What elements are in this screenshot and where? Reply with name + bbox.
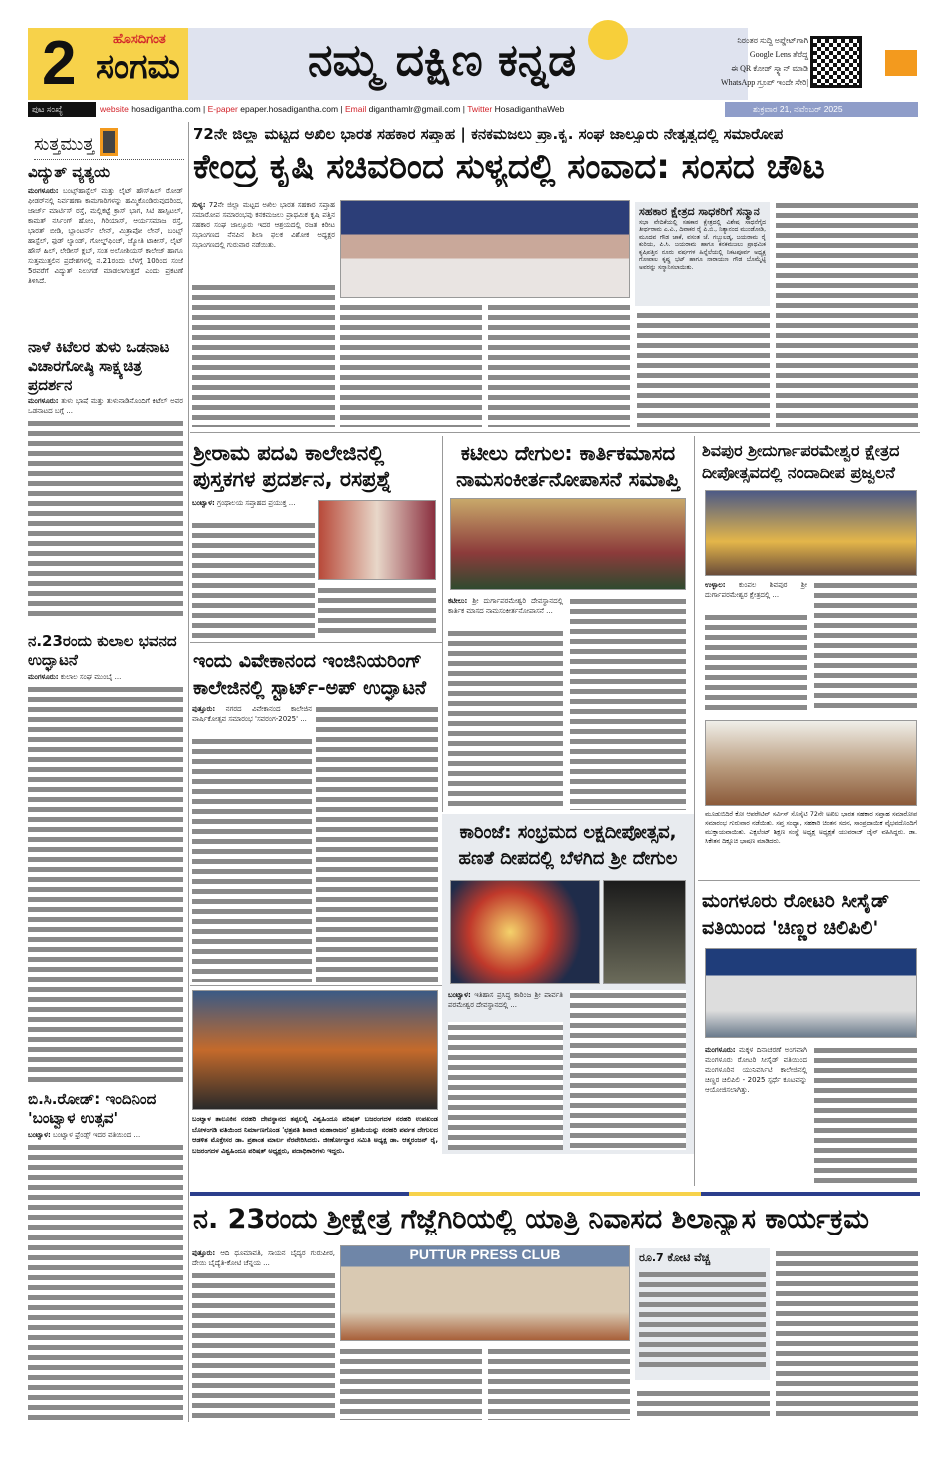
story-body bbox=[448, 990, 563, 1010]
column-title: ಸುತ್ತಮುತ್ತ bbox=[34, 134, 95, 156]
contact-links: website hosadigantha.com | E-paper epaper.hosadigantha.com | Email diganthamlr@gmail.com | Twitter HosadiganthaWeb bbox=[100, 104, 565, 114]
article-title: ನ.23ರಂದು ಕುಲಾಲ ಭವನದ ಉದ್ಘಾಟನೆ bbox=[28, 632, 177, 669]
body-text: ಬಂಟ್ವಾಳ ಫ್ರೆಂಡ್ಸ್ ಇದರ ವತಿಯಿಂದ ... bbox=[52, 1131, 141, 1139]
qr-text-line: Google Lens ತೆರೆದ್ದ bbox=[749, 50, 808, 59]
body-text: ಗ್ರಂಥಾಲಯ ಸಪ್ತಾಹದ ಪ್ರಯುಕ್ತ ... bbox=[216, 499, 296, 507]
article-body bbox=[28, 1130, 183, 1140]
issue-date: ಶುಕ್ರವಾರ 21, ನವೆಂಬರ್ 2025 bbox=[725, 102, 918, 117]
orange-block bbox=[885, 50, 917, 76]
body-text: ಶ್ರೀ ದುರ್ಗಾಪರಮೇಶ್ವರಿ ದೇವಸ್ಥಾನದಲ್ಲಿ ಕಾರ್ತಿಕ ಮಾಸದ ನಾಮಸಂಕೀರ್ತನೋಪಾಸನೆ ... bbox=[448, 597, 563, 615]
sun-decoration bbox=[588, 20, 628, 60]
story-body bbox=[705, 1045, 807, 1185]
story-headline: ಮಂಗಳೂರು ರೋಟರಿ ಸೀಸೈಡ್ ವತಿಯಿಂದ 'ಚಿಣ್ಣರ ಚಿಲಿಪಿಲಿ' bbox=[702, 890, 890, 939]
body-text-lines bbox=[192, 282, 335, 427]
dateline: ಬಂಟ್ವಾಳ: bbox=[448, 991, 471, 999]
photo-caption: ಬಂಟ್ವಾಳ ತಾಲೂಕಿನ ನರಹರಿ ದೇವಸ್ಥಾನದ ತಪ್ಪಲಲ್ಲಿ ವಿಶ್ವಹಿಂದೂ ಪರಿಷತ್ ಬಜರಂಗದಳ ನರಹರಿ ಉಪಖಂಡ ಬೋಳಂಗಡಿ ವತಿಯಿಂದ ನಿರ್ಮಾಣಗೊಂಡ 'ಛತ್ರಪತಿ ಶಿವಾಜಿ ಮಹಾರಾಜರ' ಪ್ರತಿಮೆಯನ್ನು ನರಹರಿ ಪರ್ವತ ದೇಗುಲದ ಆಡಳಿತ ಮೊಕ್ತೇಸರ ಡಾ. ಪ್ರಶಾಂತ ಮಾರ್ಲ ನೆರವೇರಿಸಿದರು. ಜೀರ್ಣೋದ್ಧಾರ ಸಮಿತಿ ಅಧ್ಯಕ್ಷ ಡಾ. ಆತ್ಮರಂಜನ್ ರೈ, ಬಜರಂಗದಳ ವಿಶ್ವಹಿಂದೂ ಪರಿಷತ್ ಅಧ್ಯಕ್ಷರು, ಪದಾಧಿಕಾರಿಗಳು ಇದ್ದರು. bbox=[192, 1115, 438, 1155]
body-text-lines bbox=[28, 418, 183, 618]
story-photo bbox=[450, 498, 686, 590]
qr-instructions bbox=[628, 34, 808, 90]
body-text: ಇತಿಹಾಸ ಪ್ರಸಿದ್ಧ ಕಾರಿಂಜ ಶ್ರೀ ಪಾರ್ವತಿ ಪರಮೇಶ್ವರ ದೇವಸ್ಥಾನದಲ್ಲಿ ... bbox=[448, 991, 564, 1009]
qr-text-line: ನಿರಂತರ ಸುದ್ದಿ ಅಪ್ಡೇಟ್‌ಗಾಗಿ bbox=[737, 36, 808, 45]
lead-kicker: 72ನೇ ಜಿಲ್ಲಾ ಮಟ್ಟದ ಅಖಿಲ ಭಾರತ ಸಹಕಾರ ಸಪ್ತಾಹ | ಕನಕಮಜಲು ಪ್ರಾ.ಕೃ. ಸಂಘ ಜಾಲ್ಸೂರು ನೇತೃತ್ವದಲ್ಲಿ ಸಮಾರೋಪ bbox=[193, 126, 784, 143]
story-photo bbox=[705, 720, 917, 806]
body-text-lines bbox=[776, 1248, 918, 1420]
lead-body bbox=[192, 200, 335, 250]
body-text-lines bbox=[570, 990, 686, 1150]
story-body bbox=[192, 498, 315, 508]
body-text-lines bbox=[488, 1346, 630, 1420]
qr-text-line: ಈ QR ಕೋಡ್ ಸ್ಕ್ಯಾನ್ ಮಾಡಿ bbox=[731, 64, 808, 73]
body-text-lines bbox=[637, 310, 770, 427]
link-label: E-paper bbox=[207, 104, 238, 114]
article-title: ವಿದ್ಯುತ್ ವ್ಯತ್ಯಯ bbox=[28, 163, 111, 181]
story-photo bbox=[705, 948, 917, 1038]
lead-headline: ಕೇಂದ್ರ ಕೃಷಿ ಸಚಿವರಿಂದ ಸುಳ್ಯದಲ್ಲಿ ಸಂವಾದ: ಸಂಸದ ಚೌಟ bbox=[193, 148, 825, 187]
story-body bbox=[705, 580, 807, 600]
article-title: ನಾಳೆ ಕಿಟೆಲರ ತುಳು ಒಡನಾಟ ವಿಚಾರಗೋಷ್ಠಿ ಸಾಕ್ಷ್ಯಚಿತ್ರ ಪ್ರದರ್ಶನ bbox=[28, 338, 170, 394]
body-text: ಬಂಟ್ಸ್‌ಹಾಸ್ಟೆಲ್ ಮತ್ತು ಲೈಟ್ ಹೌಸ್‌ಹಿಲ್ ರೋಡ್ ಫೀಡರ್‌ನಲ್ಲಿ ನಿರ್ವಹಣಾ ಕಾಮಗಾರಿಗಳನ್ನು ಹಮ್ಮಿಕೊಂಡಿರುವುದರಿಂದ, ಜಾರ್ಜ್ ಮಾರ್ಟಿಸ್ ರಸ್ತೆ, ಮಲ್ಲಿಕಟ್ಟೆ ಕ್ರಾಸ್ ಭಾಗ, ಸಿಟಿ ಹಾಸ್ಪಿಟಲ್, ಕಾಮತ್ ನರ್ಸಿಂಗ್ ಹೋಂ, ಗಿರಿಯಾಸ್, ಆರ್ಯಸಮಾಜ ರಸ್ತೆ, ಭಾರತ್ ಬೀಡಿ, ಬ್ಲಾಂಟರ್ನ್ ಲೇನ್, ಮಿತ್ರಾಪೋ ಲೇನ್, ಬಂಟ್ಸ್ ಹಾಸ್ಟೆಲ್, ಫುಡ್ ಲ್ಯಾಂಡ್, ಗೋಲ್ಡ್‌ಫಿಂಚ್, ಜ್ಯೋತಿ ಟಾಕೀಸ್, ಲೈಟ್ ಹೌಸ್ ಹಿಲ್, ಲೇಡೀಸ್ ಕ್ಲಬ್, ಸಂತ ಅಲೋಶಿಯಸ್ ಕಾಲೇಜ್ ಹಾಗೂ ಸುತ್ತಮುತ್ತಲಿನ ಪ್ರದೇಶಗಳಲ್ಲಿ ನ.21ರಂದು ಬೆಳಗ್ಗೆ 10ರಿಂದ ಸಂಜೆ 5ರವರೆಗೆ ವಿದ್ಯುತ್ ನಿಲುಗಡೆ ಮಾಡಲಾಗುತ್ತದೆ ಎಂದು ಪ್ರಕಟಣೆ ತಿಳಿಸಿದೆ. bbox=[28, 187, 183, 285]
body-text-lines bbox=[192, 736, 312, 982]
page-title: ನಮ್ಮ ದಕ್ಷಿಣ ಕನ್ನಡ bbox=[308, 35, 577, 86]
link-label: website bbox=[100, 104, 129, 114]
lead-photo bbox=[340, 200, 630, 298]
link-label: Email bbox=[345, 104, 367, 114]
body-text: ಕುಲಾಲ ಸಂಘ ಮುಂಬೈ ... bbox=[60, 673, 122, 681]
body-text: ಮಕ್ಕಳ ದಿನಾಚರಣೆ ಅಂಗವಾಗಿ ಮಂಗಳೂರು ರೋಟರಿ ಸೀಸೈಡ್ ವತಿಯಿಂದ ಮಂಗಳೂರಿನ ಯುನಿವರ್ಸಿಟಿ ಕಾಲೇಜಿನಲ್ಲಿ ಚಿಣ್ಣರ ಚಿಲಿಪಿಲಿ - 2025 ಸ್ಪರ್ಧೆ ಕೂಟವನ್ನು ಆಯೋಜಿಸಲಾಗಿತ್ತು. bbox=[705, 1046, 807, 1094]
dateline: ಪುತ್ತೂರು: bbox=[192, 705, 216, 713]
body-text-lines bbox=[340, 302, 482, 427]
twitter-link[interactable]: HosadiganthaWeb bbox=[494, 104, 565, 114]
body-text-lines bbox=[28, 684, 183, 1084]
story-body bbox=[192, 704, 312, 724]
dateline: ಸುಳ್ಯ: bbox=[192, 201, 206, 209]
story-body bbox=[448, 596, 563, 616]
lead-sidebar bbox=[635, 202, 770, 306]
body-text-lines bbox=[192, 1270, 335, 1420]
body-text-lines bbox=[28, 1142, 183, 1420]
story-headline: ಶ್ರೀರಾಮ ಪದವಿ ಕಾಲೇಜಿನಲ್ಲಿ ಪುಸ್ತಕಗಳ ಪ್ರದರ್ಶನ, ರಸಪ್ರಶ್ನೆ bbox=[193, 441, 392, 491]
email-link[interactable]: diganthamlr@gmail.com bbox=[368, 104, 461, 114]
story-photo bbox=[318, 500, 436, 580]
dateline: ಉಳ್ಳಾಲ: bbox=[705, 581, 726, 589]
story-headline: ಕಾರಿಂಜೆ: ಸಂಭ್ರಮದ ಲಕ್ಷದೀಪೋತ್ಸವ, ಹಣತೆ ದೀಪದಲ್ಲಿ ಬೆಳಗಿದ ಶ್ರೀ ದೇಗುಲ bbox=[458, 822, 678, 869]
dateline: ಮಂಗಳೂರು: bbox=[28, 187, 59, 195]
body-text-lines bbox=[192, 520, 315, 638]
story-photo bbox=[603, 880, 686, 984]
sidebar-body: ಸಭಾ ವೇದಿಕೆಯಲ್ಲಿ ಸಹಕಾರ ಕ್ಷೇತ್ರದಲ್ಲಿ ವಿಶೇಷ ಸಾಧನೆಗೈದ ತೀರ್ಥರಾಮ ಎ.ವಿ., ದಿವಾಕರ ರೈ ಪಿ.ಬಿ., ನಿತ್ಯಾನಂದ ಮುಂಡೋಡಿ, ಮೂದವ ಗೌಡ ಜಾಕೆ, ವಸಂತ ಜೆ. ಗಬ್ಬುಲಡ್ಕ, ಜಯರಾಮ ರೈ ಕುರಿಯ, ಪಿ.ಸಿ. ಜಯರಾಮ ಹಾಗೂ ಕನಕಮಜಲು ಪ್ರಾಥಮಿಕ ಕೃಷಿಪತ್ತಿನ ನೂರು ವರ್ಷಗಳ ಹಿನ್ನೆಲೆಯಲ್ಲಿ ನಿಕಟಪೂರ್ವ ಅಧ್ಯಕ್ಷ ಗೋಪಾಲ ಕೃಷ್ಣ ಭಟ್ ಹಾಗೂ ನಾರಾಯಣ ಗೌಡ ಬೊಮ್ಮೆಟ್ಟಿ ಅವರನ್ನು ಸನ್ಮಾನಿಸಲಾಯಿತು. bbox=[639, 218, 766, 271]
body-text-lines bbox=[340, 1346, 482, 1420]
story-photo bbox=[705, 490, 917, 576]
epaper-link[interactable]: epaper.hosadigantha.com bbox=[240, 104, 339, 114]
body-text: 72ನೇ ಜಿಲ್ಲಾ ಮಟ್ಟದ ಅಖಿಲ ಭಾರತ ಸಹಕಾರ ಸಪ್ತಾಹ ಸಮಾರೋಪ ಸಮಾರಂಭವು ಕನಕಮಜಲು ಪ್ರಾಥಮಿಕ ಕೃಷಿ ಪತ್ತಿನ ಸಹಕಾರ ಸಂಘ ಜಾಲ್ಸೂರು ಇದರ ಆಶ್ರಯದಲ್ಲಿ ರಜತ ಕಿರೀಟ ಸಭಾಂಗಣದ ನೆನಪಿನ ಶಿಲಾ ಫಲಕ ವಿಶೋಕ ಅಧ್ಯಕ್ಷರ ಸಭಾಂಗಣದಲ್ಲಿ ಗುರುವಾರ ನಡೆಯಿತು. bbox=[192, 201, 335, 249]
page-number: 2 bbox=[42, 29, 77, 98]
story-body bbox=[192, 1248, 335, 1268]
dateline: ಮಂಗಳೂರು: bbox=[705, 1046, 736, 1054]
story-headline: ಶಿವಪುರ ಶ್ರೀದುರ್ಗಾಪರಮೇಶ್ವರ ಕ್ಷೇತ್ರದ ದೀಪೋತ್ಸವದಲ್ಲಿ ನಂದಾದೀಪ ಪ್ರಜ್ವಲನೆ bbox=[702, 441, 900, 482]
page-label: ಪುಟ ಸಂಖ್ಯೆ bbox=[28, 102, 96, 117]
story-photo bbox=[192, 990, 438, 1110]
body-text-lines bbox=[488, 302, 630, 427]
sidebar-title: ರೂ.7 ಕೋಟಿ ವೆಚ್ಚ bbox=[639, 1251, 711, 1264]
column-header bbox=[34, 126, 184, 160]
body-text-lines bbox=[637, 1388, 770, 1420]
body-text-lines bbox=[448, 1022, 563, 1150]
story-headline: ನ. 23ರಂದು ಶ್ರೀಕ್ಷೇತ್ರ ಗೆಜ್ಜೆಗಿರಿಯಲ್ಲಿ ಯಾತ್ರಿ ನಿವಾಸದ ಶಿಲಾನ್ಯಾಸ ಕಾರ್ಯಕ್ರಮ bbox=[193, 1204, 869, 1235]
body-text-lines bbox=[705, 612, 807, 712]
body-text-lines bbox=[776, 200, 918, 427]
story-sidebar bbox=[635, 1248, 770, 1380]
dateline: ಬಂಟ್ವಾಳ: bbox=[28, 1131, 51, 1139]
body-text-lines bbox=[639, 1269, 766, 1369]
body-text: ಆದಿ ಧೂಮಾವತಿ, ಸಾಯನ ಬೈದ್ಯರ ಗುರುಪೀಠ, ದೇಯಿ ಬೈದ್ಯೆತಿ-ಕೋಟಿ ಚೆನ್ನಯ ... bbox=[192, 1249, 335, 1267]
body-text-lines bbox=[316, 704, 438, 982]
body-text-lines bbox=[448, 628, 563, 810]
dateline: ಬಂಟ್ವಾಳ: bbox=[192, 499, 215, 507]
story-photo bbox=[450, 880, 600, 984]
qr-code-icon[interactable] bbox=[810, 36, 862, 88]
link-label: Twitter bbox=[467, 104, 493, 114]
dateline: ಪುತ್ತೂರು: bbox=[192, 1249, 216, 1257]
story-photo bbox=[340, 1245, 630, 1341]
dateline: ಮಂಗಳೂರು: bbox=[28, 397, 59, 405]
dateline: ಕಟೀಲು: bbox=[448, 597, 468, 605]
website-link[interactable]: hosadigantha.com bbox=[131, 104, 201, 114]
article-body bbox=[28, 672, 183, 682]
story-headline: ಕಟೀಲು ದೇಗುಲ: ಕಾರ್ತಿಕಮಾಸದ ನಾಮಸಂಕೀರ್ತನೋಪಾಸನೆ ಸಮಾಪ್ತಿ bbox=[456, 441, 680, 491]
article-body bbox=[28, 396, 183, 416]
photo-caption: ಮೂಡುಬಿದಿರೆ ಕೋ ಆಪರೇಟಿವ್ ಸರ್ವಿಸ್ ಸೊಸೈಟಿ 72ನೇ ಅಖಿಲ ಭಾರತ ಸಹಕಾರ ಸಪ್ತಾಹ ಸಮಾರೋಪ ಸಮಾರಂಭ ಗುರುವಾರ ನಡೆಯಿತು. ಸಪ್ತ ಸಂಧ್ಯಾ, ಸಹಕಾರಿ ಚಿಂತನ ಸದನ, ಸಾಂಪ್ರದಾಯಿಕ ವೈಭವದೊಂದಿಗೆ ಮುಕ್ತಾಯವಾಯಿತು. ಎಕ್ಸಲೆಂಟ್ ಶಿಕ್ಷಣ ಸಂಸ್ಥೆ ಅಧ್ಯಕ್ಷ ಅಧ್ಯಕ್ಷತೆ ಯುವರಾಜ್ ಜೈನ್ ವಹಿಸಿದ್ದರು. ಡಾ. ಸಿಕೇತನ ದಿಕ್ಸೂಚಿ ಭಾಷಣ ಮಾಡಿದರು. bbox=[705, 811, 917, 845]
body-text-lines bbox=[570, 596, 686, 810]
section-divider bbox=[190, 1192, 920, 1196]
info-bar bbox=[28, 102, 918, 117]
body-text-lines bbox=[814, 580, 917, 712]
sidebar-title: ಸಹಕಾರ ಕ್ಷೇತ್ರದ ಸಾಧಕರಿಗೆ ಸನ್ಮಾನ bbox=[639, 205, 760, 218]
brand-logo: ಹೊಸದಿಗಂತ bbox=[113, 32, 166, 47]
masthead bbox=[28, 28, 918, 100]
article-body bbox=[28, 186, 183, 336]
door-icon bbox=[100, 128, 118, 156]
section-name: ಸಂಗಮ bbox=[96, 47, 180, 87]
body-text-lines bbox=[814, 1045, 917, 1185]
body-text: ತುಳು ಭಾಷೆ ಮತ್ತು ತುಳುನಾಡಿನೊಂದಿಗೆ ಕಿಟೆಲ್ ಅವರ ಒಡನಾಟದ ಬಗ್ಗೆ ... bbox=[28, 397, 183, 415]
body-text-lines bbox=[318, 585, 436, 638]
qr-text-line: WhatsApp ಗ್ರೂಪ್ ಇಂದೇ ಸೇರಿ| bbox=[721, 78, 808, 87]
dateline: ಮಂಗಳೂರು: bbox=[28, 673, 59, 681]
photo-banner: PUTTUR PRESS CLUB bbox=[409, 1246, 561, 1262]
body-text: ನಗರದ ವಿವೇಕಾನಂದ ಕಾಲೇಜಿನ ವಾರ್ಷಿಕೋತ್ಸವ ಸಮಾರಂಭ 'ಸವರಂಗ-2025' ... bbox=[192, 705, 312, 723]
body-text: ಕುಂಪಲ ಶಿವಪುರ ಶ್ರೀ ದುರ್ಗಾಪರಮೇಶ್ವರ ಕ್ಷೇತ್ರದಲ್ಲಿ ... bbox=[705, 581, 807, 599]
story-headline: ಇಂದು ವಿವೇಕಾನಂದ ಇಂಜಿನಿಯರಿಂಗ್ ಕಾಲೇಜಿನಲ್ಲಿ ಸ್ಟಾರ್ಟ್-ಅಪ್ ಉದ್ಘಾಟನೆ bbox=[193, 650, 427, 699]
article-title: ಬಿ.ಸಿ.ರೋಡ್: ಇಂದಿನಿಂದ 'ಬಂಟ್ವಾಳ ಉತ್ಸವ' bbox=[28, 1090, 157, 1127]
